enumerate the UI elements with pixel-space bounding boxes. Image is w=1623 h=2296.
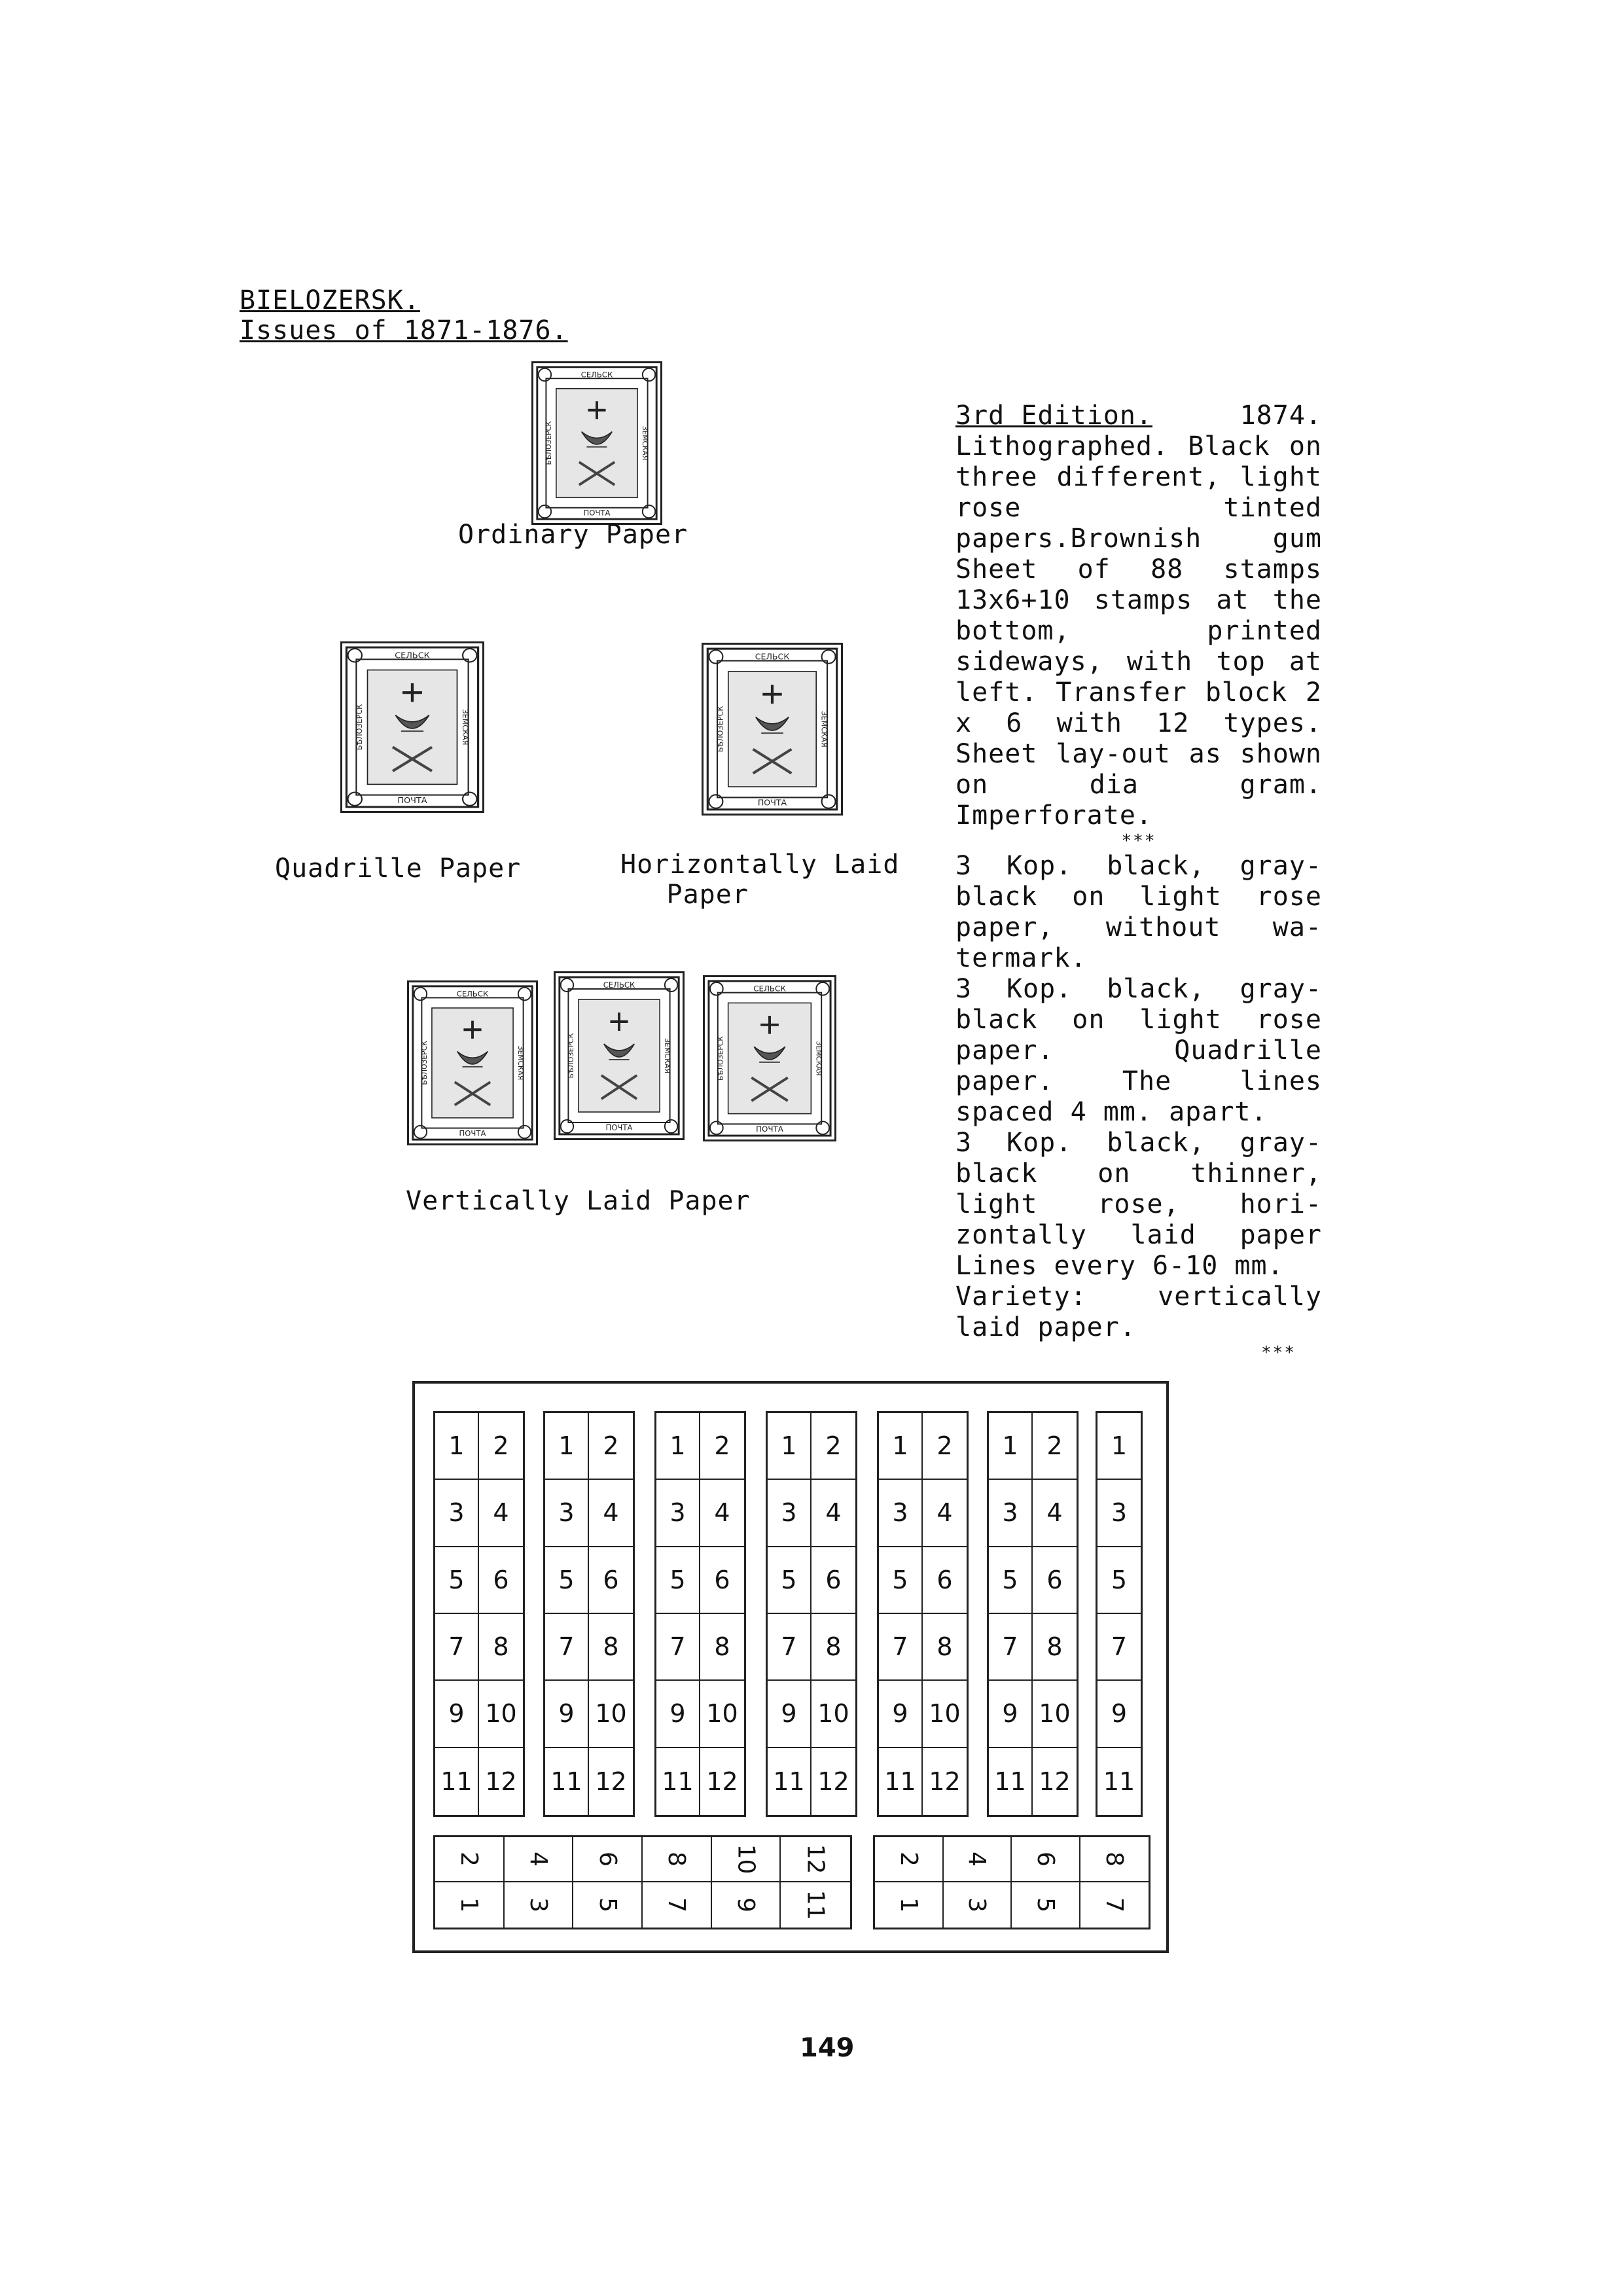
svg-text:ЗЕМСКАЯ: ЗЕМСКАЯ: [662, 1037, 671, 1074]
stamp-position-cell: 2: [1033, 1413, 1077, 1480]
stamp-position-cell: 1: [435, 1413, 479, 1480]
stamp-position-cell: 5: [768, 1547, 812, 1614]
page-subtitle: Issues of 1871-1876.: [240, 315, 568, 346]
sideways-stamp-cell: 5: [573, 1882, 643, 1928]
svg-text:ЗЕМСКАЯ: ЗЕМСКАЯ: [819, 711, 829, 747]
svg-text:СЕЛЬСК: СЕЛЬСК: [456, 989, 489, 999]
stamp-position-cell: 12: [1039, 1767, 1071, 1796]
stamp-position-cell: 10: [923, 1681, 967, 1748]
stamp-position-cell: 8: [589, 1614, 633, 1681]
stamp-position-cell: 2: [923, 1413, 967, 1480]
transfer-block-5: [877, 1411, 969, 1817]
stamp-position-cell: 3: [768, 1480, 812, 1547]
svg-text:СЕЛЬСК: СЕЛЬСК: [753, 984, 786, 994]
stamp-position-cell: 12: [706, 1767, 738, 1796]
transfer-block-2: [543, 1411, 635, 1817]
sideways-stamp-cell: 8: [643, 1837, 712, 1882]
transfer-block-3: [654, 1411, 746, 1817]
stamp-position-cell: 12: [817, 1767, 849, 1796]
stamp-position-cell: 6: [700, 1547, 744, 1614]
stamp-position-cell: 4: [1033, 1480, 1077, 1547]
stamp-position-cell: 9: [989, 1681, 1033, 1748]
bottom-row-right: [873, 1835, 1150, 1929]
stamp-position-cell: 1: [545, 1413, 589, 1480]
stamp-position-cell: 3: [545, 1480, 589, 1547]
stamp-position-cell: 5: [656, 1547, 700, 1614]
stamp-position-cell: 11: [435, 1748, 479, 1815]
stamp-position-cell: 4: [812, 1480, 855, 1547]
stamp-position-cell: 3: [989, 1480, 1033, 1547]
stamp-position-cell: 4: [479, 1480, 523, 1547]
stamp-position-cell: 3: [879, 1480, 923, 1547]
sideways-stamp-cell: 7: [1101, 1897, 1128, 1912]
stamp-position-cell: 11: [545, 1748, 589, 1815]
stamp-position-cell: 5: [1097, 1547, 1141, 1614]
stamp-position-cell: 1: [656, 1413, 700, 1480]
stamp-image-vertical-3: [703, 975, 836, 1141]
stamp-position-cell: 7: [545, 1614, 589, 1681]
svg-text:СЕЛЬСК: СЕЛЬСК: [580, 370, 613, 380]
stamp-position-cell: 7: [656, 1614, 700, 1681]
stamp-position-cell: 8: [1033, 1614, 1077, 1681]
stamp-position-cell: 6: [1033, 1547, 1077, 1614]
stamp-position-cell: 1: [879, 1413, 923, 1480]
stamp-position-cell: 9: [768, 1681, 812, 1748]
stamp-position-cell: 5: [545, 1547, 589, 1614]
stamp-position-cell: 2: [589, 1413, 633, 1480]
svg-text:ПОЧТА: ПОЧТА: [583, 508, 611, 518]
page-heading: [240, 285, 568, 346]
stamp-position-cell: 3: [435, 1480, 479, 1547]
separator-stars-2: ***: [1261, 1343, 1296, 1363]
stamp-position-cell: 8: [923, 1614, 967, 1681]
svg-text:ЗЕМСКАЯ: ЗЕМСКАЯ: [640, 425, 649, 461]
bottom-row-left: [433, 1835, 852, 1929]
edition-year: 1874.: [1240, 401, 1322, 431]
svg-text:БѢЛОЗЕРСК: БѢЛОЗЕРСК: [544, 421, 554, 465]
stamp-position-cell: 1: [989, 1413, 1033, 1480]
sideways-stamp-cell: 2: [435, 1837, 505, 1882]
sideways-stamp-cell: 6: [573, 1837, 643, 1882]
svg-text:БѢЛОЗЕРСК: БѢЛОЗЕРСК: [567, 1033, 576, 1079]
stamp-position-cell: 10: [812, 1681, 855, 1748]
caption-horizontal-paper: [620, 850, 899, 910]
transfer-block-half: [1096, 1411, 1143, 1817]
stamp-position-cell: 9: [545, 1681, 589, 1748]
stamp-position-cell: 6: [812, 1547, 855, 1614]
stamp-position-cell: 11: [768, 1748, 812, 1815]
stamp-position-cell: 10: [700, 1681, 744, 1748]
stamp-position-cell: 6: [923, 1547, 967, 1614]
caption-vertical-paper: Vertically Laid Paper: [406, 1186, 751, 1216]
stamp-position-cell: 4: [589, 1480, 633, 1547]
stamp-position-cell: 9: [656, 1681, 700, 1748]
svg-text:БѢЛОЗЕРСК: БѢЛОЗЕРСК: [354, 704, 365, 751]
stamp-position-cell: 3: [1097, 1480, 1141, 1547]
svg-text:ПОЧТА: ПОЧТА: [397, 795, 427, 805]
sideways-stamp-cell: 10: [712, 1837, 781, 1882]
page-number: 149: [800, 2033, 855, 2063]
edition-description: [955, 401, 1322, 1363]
stamp-position-cell: 10: [479, 1681, 523, 1748]
stamp-position-cell: 5: [989, 1547, 1033, 1614]
stamp-position-cell: 9: [1097, 1681, 1141, 1748]
stamp-position-cell: 7: [879, 1614, 923, 1681]
stamp-position-cell: 5: [435, 1547, 479, 1614]
svg-text:ЗЕМСКАЯ: ЗЕМСКАЯ: [460, 709, 471, 745]
stamp-position-cell: 6: [479, 1547, 523, 1614]
caption-horizontal-line2: Paper: [666, 880, 749, 910]
stamp-position-cell: 4: [923, 1480, 967, 1547]
svg-text:СЕЛЬСК: СЕЛЬСК: [755, 651, 790, 662]
stamp-position-cell: 12: [485, 1767, 517, 1796]
stamp-position-cell: 12: [929, 1767, 961, 1796]
sideways-stamp-cell: 12: [781, 1837, 850, 1882]
separator-stars-1: ***: [1121, 831, 1156, 851]
caption-ordinary-paper: Ordinary Paper: [458, 520, 688, 550]
svg-text:ПОЧТА: ПОЧТА: [605, 1122, 633, 1133]
sideways-stamp-cell: 3: [505, 1882, 574, 1928]
stamp-position-cell: 7: [989, 1614, 1033, 1681]
edition-heading: [955, 401, 1322, 431]
caption-horizontal-line1: Horizontally Laid: [620, 850, 900, 880]
stamp-position-cell: 9: [879, 1681, 923, 1748]
page-title: BIELOZERSK.: [240, 285, 420, 315]
stamp-position-cell: 11: [989, 1748, 1033, 1815]
caption-quadrille-paper: Quadrille Paper: [275, 853, 522, 884]
stamp-position-cell: 8: [479, 1614, 523, 1681]
sideways-stamp-cell: 1: [435, 1882, 505, 1928]
stamp-position-cell: 11: [879, 1748, 923, 1815]
stamp-image-vertical-2: [554, 971, 685, 1140]
sideways-stamp-cell: 11: [802, 1890, 829, 1920]
stamp-position-cell: 10: [1033, 1681, 1077, 1748]
transfer-block-4: [766, 1411, 857, 1817]
stamp-position-cell: 3: [656, 1480, 700, 1547]
svg-text:СЕЛЬСК: СЕЛЬСК: [603, 980, 635, 990]
sideways-stamp-cell: 4: [944, 1837, 1012, 1882]
svg-text:ПОЧТА: ПОЧТА: [756, 1124, 783, 1134]
sheet-layout-diagram: [412, 1381, 1169, 1953]
variety-item-2: 3 Kop. black, gray-black on light rose paper. Quadrille paper. The lines spaced 4 mm. apart.: [955, 974, 1322, 1127]
stamp-position-cell: 7: [435, 1614, 479, 1681]
sideways-stamp-cell: 5: [1012, 1882, 1080, 1928]
stamp-position-cell: 10: [589, 1681, 633, 1748]
stamp-position-cell: 9: [435, 1681, 479, 1748]
stamp-position-cell: 5: [879, 1547, 923, 1614]
svg-text:ПОЧТА: ПОЧТА: [757, 797, 787, 808]
edition-title: 3rd Edition.: [955, 401, 1152, 431]
stamp-position-cell: 2: [479, 1413, 523, 1480]
stamp-image-horizontal: [702, 643, 843, 816]
stamp-position-cell: 7: [1097, 1614, 1141, 1681]
svg-text:СЕЛЬСК: СЕЛЬСК: [395, 650, 430, 660]
svg-text:ПОЧТА: ПОЧТА: [459, 1128, 486, 1138]
sideways-stamp-cell: 2: [875, 1837, 944, 1882]
stamp-position-cell: 8: [700, 1614, 744, 1681]
sideways-stamp-cell: 7: [643, 1882, 712, 1928]
sideways-stamp-cell: 3: [944, 1882, 1012, 1928]
stamp-image-vertical-1: [407, 980, 538, 1145]
variety-item-4: Variety: vertically laid paper.: [955, 1282, 1322, 1342]
stamp-position-cell: 6: [589, 1547, 633, 1614]
stamp-position-cell: 7: [768, 1614, 812, 1681]
variety-item-1: 3 Kop. black, gray-black on light rose paper, without wa-termark.: [955, 851, 1322, 973]
sideways-stamp-cell: 9: [712, 1882, 781, 1928]
stamp-position-cell: 4: [700, 1480, 744, 1547]
sideways-stamp-cell: 8: [1080, 1837, 1149, 1882]
variety-item-3: 3 Kop. black, gray-black on thinner, light rose, hori-zontally laid paper Lines every 6-10 mm.: [955, 1128, 1322, 1281]
stamp-image-ordinary: [531, 361, 662, 525]
svg-text:БѢЛОЗЕРСК: БѢЛОЗЕРСК: [716, 1036, 725, 1081]
svg-text:БѢЛОЗЕРСК: БѢЛОЗЕРСК: [420, 1041, 429, 1085]
stamp-position-cell: 11: [1103, 1767, 1135, 1796]
stamp-position-cell: 12: [595, 1767, 627, 1796]
svg-text:ЗЕМСКАЯ: ЗЕМСКАЯ: [814, 1041, 823, 1076]
stamp-position-cell: 1: [1097, 1413, 1141, 1480]
transfer-block-1: [433, 1411, 525, 1817]
svg-text:БѢЛОЗЕРСК: БѢЛОЗЕРСК: [715, 706, 725, 753]
transfer-block-6: [987, 1411, 1079, 1817]
edition-details: Lithographed. Black on three different, light rose tinted papers.Brownish gum Sheet of 88 stamps 13x6+10 stamps at the bottom, printed sideways, with top at left. Transfer block 2 x 6 with 12 types. Sheet lay-out as shown on dia gram. Imperforate.: [955, 431, 1322, 831]
stamp-position-cell: 2: [812, 1413, 855, 1480]
sideways-stamp-cell: 1: [875, 1882, 944, 1928]
sideways-stamp-cell: 4: [505, 1837, 574, 1882]
stamp-position-cell: 2: [700, 1413, 744, 1480]
svg-text:ЗЕМСКАЯ: ЗЕМСКАЯ: [516, 1045, 525, 1081]
stamp-position-cell: 11: [656, 1748, 700, 1815]
stamp-position-cell: 1: [768, 1413, 812, 1480]
sideways-stamp-cell: 6: [1012, 1837, 1080, 1882]
stamp-position-cell: 8: [812, 1614, 855, 1681]
stamp-image-quadrille: [340, 641, 484, 813]
